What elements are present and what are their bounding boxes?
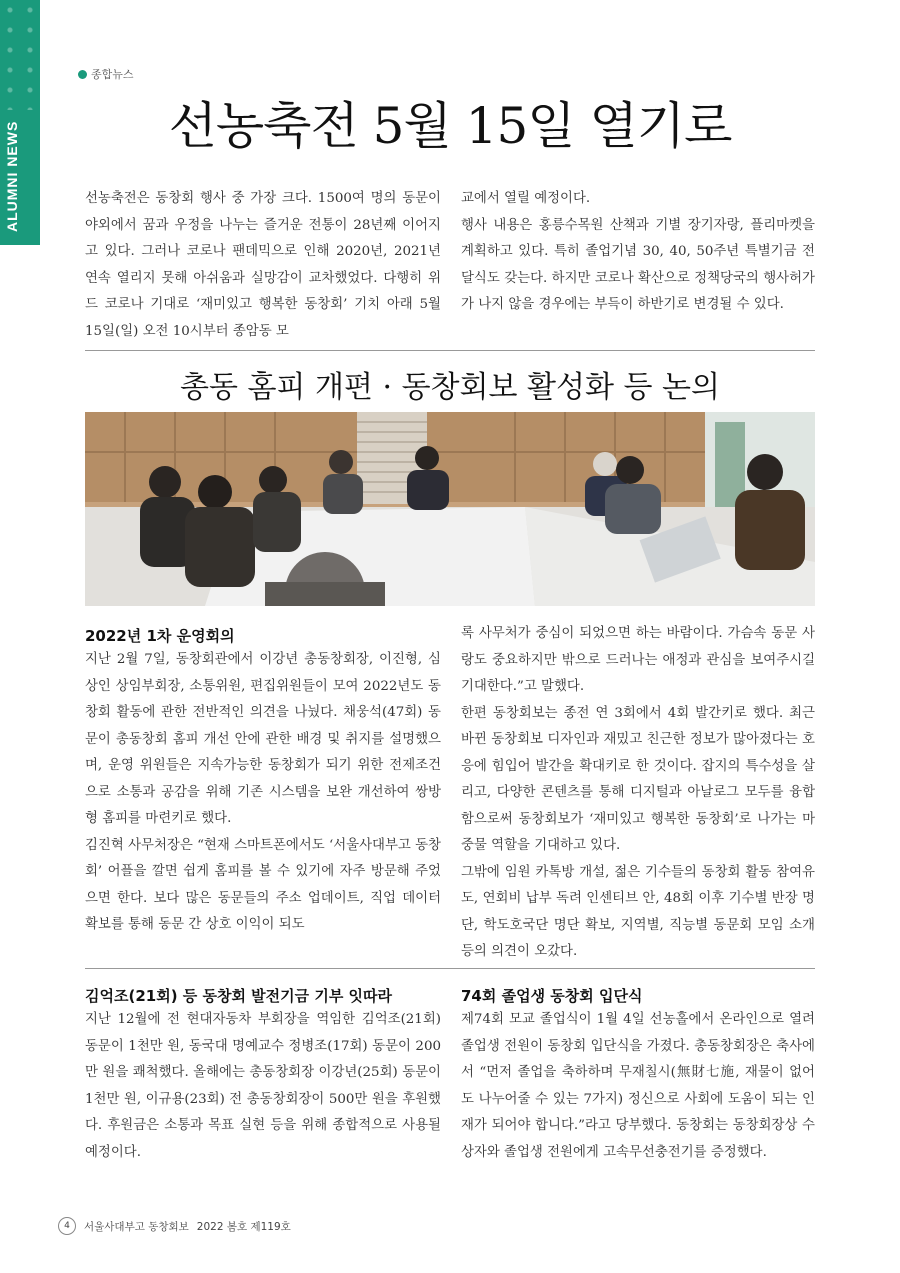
- section-tag-label: 종합뉴스: [91, 68, 134, 81]
- donation-column: [85, 1007, 441, 1166]
- page-footer: [58, 1217, 291, 1235]
- graduates-column: [461, 1007, 815, 1166]
- lead-paragraph-2: 행사 내용은 홍릉수목원 산책과 기별 장기자랑, 플리마켓을 계획하고 있다. 특히 졸업기념 30, 40, 50주년 특별기금 전달식도 갖는다. 하지만 코로나 확산으로 정책당국의 행사허가가 나지 않을 경우에는 부득이 하반기로 변경될 수 있다.: [461, 217, 815, 312]
- meeting-paragraph-2-continued: 록 사무처가 중심이 되었으면 하는 바람이다. 가슴속 동문 사랑도 중요하지만 밖으로 드러나는 애정과 관심을 보여주시길 기대한다.”고 말했다.: [461, 626, 815, 694]
- article-title-donation: 김억조(21회) 등 동창회 발전기금 기부 잇따라: [85, 987, 393, 1005]
- meeting-paragraph-2: 김진혁 사무처장은 “현재 스마트폰에서도 ‘서울사대부고 동창회’ 어플을 깔면 쉽게 홈피를 볼 수 있기에 자주 방문해 주었으면 한다. 보다 많은 동문들의 주소 업데이트, 직업 데이터 확보를 통해 동문 간 상호 이익이 되도: [85, 837, 441, 932]
- page-number: 4: [58, 1217, 76, 1235]
- meeting-paragraph-4: 그밖에 임원 카톡방 개설, 젊은 기수들의 동창회 활동 참여유도, 연회비 납부 독려 인센티브 안, 48회 이후 기수별 반장 명단, 학도호국단 명단 확보, 지역별, 직능별 동문회 모임 소개 등의 의견이 오갔다.: [461, 864, 815, 959]
- graduates-paragraph: 제74회 모교 졸업식이 1월 4일 선농홀에서 온라인으로 열려 졸업생 전원이 동창회 입단식을 가졌다. 총동창회장은 축사에서 “먼저 졸업을 축하하며 무재칠시(無財七施, 재물이 없어도 나누어줄 수 있는 7가지) 정신으로 사회에 도움이 되는 인재가 되어야 합니다.”라고 당부했다. 동창회는 동창회장상 수상자와 졸업생 전원에게 고속무선충전기를 증정했다.: [461, 1012, 815, 1160]
- meeting-paragraph-3: 한편 동창회보는 종전 연 3회에서 4회 발간키로 했다. 최근 바뀐 동창회보 디자인과 재밌고 친근한 정보가 많아졌다는 호응에 힘입어 발간을 확대키로 한 것이다. 잡지의 특수성을 살리고, 다양한 콘텐츠를 통해 디지털과 아날로그 모두를 융합함으로써 동창회보가 ‘재미있고 행복한 동창회’로 나가는 마중물 역할을 기대하고 있다.: [461, 705, 815, 853]
- lead-paragraph-continued: 교에서 열릴 예정이다.: [461, 191, 591, 206]
- meeting-photo: [85, 412, 815, 606]
- article-title-graduates: 74회 졸업생 동창회 입단식: [461, 987, 643, 1005]
- lead-left-column: [85, 186, 441, 345]
- page-headline: 선농축전 5월 15일 열기로: [168, 97, 732, 155]
- issue-label: 2022 봄호 제119호: [196, 1220, 291, 1233]
- meeting-photo-illustration: [85, 412, 815, 606]
- meeting-left-column: [85, 647, 441, 939]
- donation-paragraph: 지난 12월에 전 현대자동차 부회장을 역임한 김억조(21회) 동문이 1천만 원, 동국대 명예교수 정병조(17회) 동문이 200만 원을 쾌척했다. 올해에는 총동창회장 이강년(25회) 동문이 1천만 원, 이규용(23회) 전 총동창회장이 500만 원을 후원했다. 후원금은 소통과 목표 실현 등을 위해 종합적으로 사용될 예정이다.: [85, 1012, 441, 1160]
- divider: [85, 350, 815, 351]
- publication-name: 서울사대부고 동창회보: [84, 1220, 189, 1233]
- bullet-icon: [78, 70, 87, 79]
- meeting-right-column: [461, 621, 815, 966]
- meeting-paragraph-1: 지난 2월 7일, 동창회관에서 이강년 총동창회장, 이진형, 심상인 상임부회장, 소통위원, 편집위원들이 모여 2022년도 동창회 활동에 관한 전반적인 의견을 나눴다. 채웅석(47회) 동문이 총동창회 홈피 개선 안에 관한 배경 및 취지를 설명했으며, 운영 위원들은 지속가능한 동창회가 되기 위한 전제조건으로 소통과 공감을 위해 기존 시스템을 보완 개선하여 쌍방형 홈피를 마련키로 했다.: [85, 652, 441, 826]
- divider: [85, 968, 815, 969]
- section-headline: 총동 홈피 개편 · 동창회보 활성화 등 논의: [180, 370, 720, 405]
- section-vertical-label: ALUMNI NEWS: [4, 120, 20, 232]
- article-title-meeting: 2022년 1차 운영회의: [85, 627, 235, 645]
- lead-right-column: [461, 186, 815, 319]
- lead-paragraph: 선농축전은 동창회 행사 중 가장 크다. 1500여 명의 동문이 야외에서 꿈과 우정을 나누는 즐거운 전통이 28년째 이어지고 있다. 그러나 코로나 팬데믹으로 인해 2020년, 2021년 연속 열리지 못해 아쉬움과 실망감이 교차했었다. 다행히 위드 코로나 기대로 ‘재미있고 행복한 동창회’ 기치 아래 5월 15일(일) 오전 10시부터 종암동 모: [85, 191, 441, 339]
- section-tag: [78, 66, 134, 82]
